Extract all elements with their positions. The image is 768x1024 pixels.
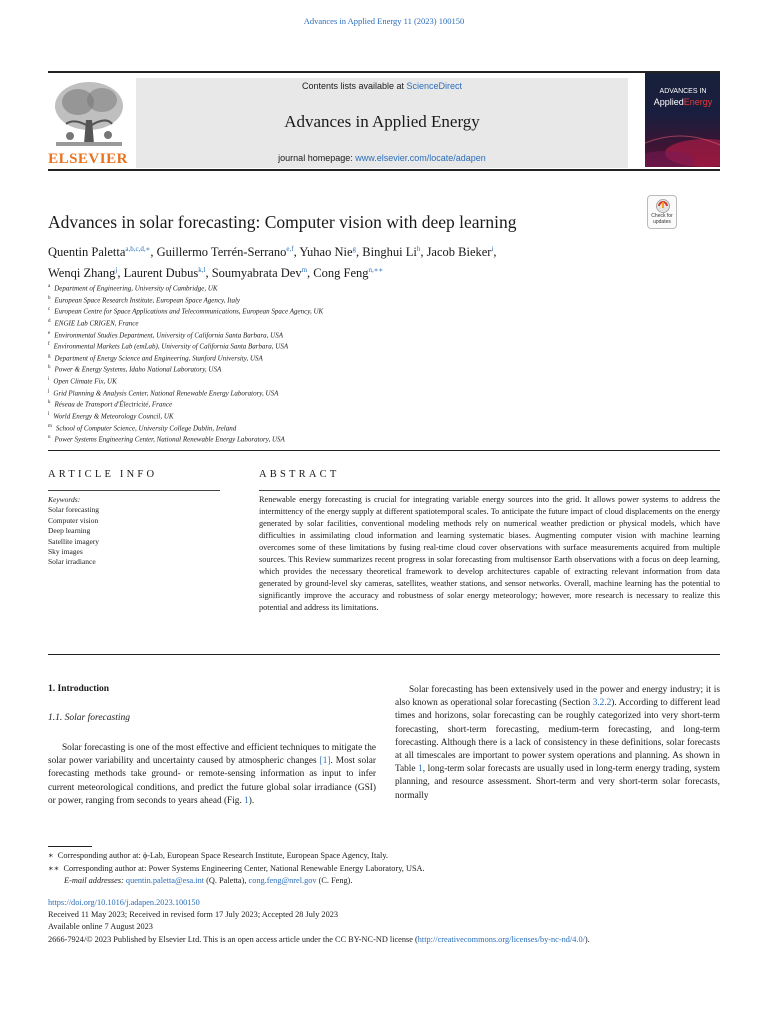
author-affiliation-marks[interactable]: k,l bbox=[198, 266, 206, 275]
affiliation-item bbox=[48, 387, 668, 399]
affiliation-item bbox=[48, 422, 668, 434]
elsevier-wordmark: ELSEVIER bbox=[48, 151, 128, 167]
author-separator: , bbox=[307, 266, 314, 281]
cover-title-line2 bbox=[648, 97, 718, 107]
figure-link-1[interactable]: 1 bbox=[244, 795, 249, 806]
affiliation-key: g bbox=[48, 353, 51, 359]
affiliation-text: Environmental Studies Department, University of California Santa Barbara, USA bbox=[54, 330, 284, 339]
affiliation-key: e bbox=[48, 330, 51, 336]
text-run: , long-term solar forecasts are usually used in long-term energy trading, system planning, and resource assessment. Short-term and very short-term solar forecasts, normally bbox=[395, 764, 720, 801]
author-separator: , bbox=[356, 245, 363, 260]
abstract-rule bbox=[259, 490, 720, 491]
intro-left-paragraph bbox=[48, 742, 376, 808]
affiliation-key: m bbox=[48, 423, 52, 429]
article-title: Advances in solar forecasting: Computer vision with deep learning bbox=[48, 212, 517, 232]
email-link-feng[interactable]: cong.feng@nrel.gov bbox=[248, 876, 317, 886]
keyword: Computer vision bbox=[48, 515, 99, 525]
author[interactable] bbox=[427, 245, 497, 259]
journal-name: Advances in Applied Energy bbox=[284, 112, 480, 131]
masthead-bottom-rule bbox=[48, 169, 720, 171]
license-link[interactable]: http://creativecommons.org/licenses/by-nc-nd/4.0/ bbox=[417, 934, 585, 944]
cover-word-energy: Energy bbox=[683, 97, 713, 107]
abstract-end-rule bbox=[48, 654, 720, 655]
affiliation-item bbox=[48, 305, 668, 317]
author-name: Yuhao Nie bbox=[299, 245, 353, 260]
affiliation-item bbox=[48, 282, 668, 294]
author-name: Quentin Paletta bbox=[48, 245, 126, 260]
keywords-block bbox=[48, 495, 99, 568]
text-run: Solar forecasting has been extensively used in the power and energy industry; it is also known as operational solar forecasting (Section bbox=[395, 685, 720, 709]
check-updates-icon bbox=[648, 196, 678, 214]
affiliation-key: k bbox=[48, 400, 51, 406]
email-addresses bbox=[48, 875, 720, 888]
email-label: E-mail addresses: bbox=[64, 876, 124, 886]
affiliation-text: Grid Planning & Analysis Center, National Renewable Energy Laboratory, USA bbox=[53, 388, 279, 397]
affiliation-key: a bbox=[48, 284, 51, 289]
author-separator: , bbox=[493, 245, 497, 260]
footnote-rule bbox=[48, 846, 92, 847]
author-name: Binghui Li bbox=[362, 245, 417, 260]
author-name: Wenqi Zhang bbox=[48, 266, 116, 281]
keyword: Deep learning bbox=[48, 526, 91, 536]
corresponding-author-1-text: Corresponding author at: ϕ-Lab, European Space Research Institute, European Space Agency, Italy. bbox=[57, 851, 389, 860]
masthead-top-rule bbox=[48, 71, 720, 73]
author-affiliation-marks[interactable]: a,b,c,d,∗ bbox=[125, 245, 151, 253]
author[interactable] bbox=[362, 245, 426, 259]
footnote-star-2: ∗∗ bbox=[48, 863, 60, 873]
affiliation-item bbox=[48, 363, 668, 375]
affiliation-item bbox=[48, 375, 668, 387]
author[interactable] bbox=[299, 245, 362, 259]
cover-word-applied: Applied bbox=[653, 97, 684, 107]
affiliation-text: School of Computer Science, University College Dublin, Ireland bbox=[55, 423, 237, 432]
contents-prefix: Contents lists available at bbox=[301, 81, 407, 91]
keywords-list bbox=[48, 505, 99, 567]
author-name: Soumyabrata Dev bbox=[211, 266, 302, 281]
author-separator: , bbox=[420, 245, 427, 260]
affiliation-list bbox=[48, 282, 668, 445]
received-dates: Received 11 May 2023; Received in revised form 17 July 2023; Accepted 28 July 2023 bbox=[48, 910, 339, 920]
affiliation-text: Réseau de Transport d'Électricité, France bbox=[54, 400, 173, 409]
affiliation-key: h bbox=[48, 365, 51, 371]
affiliation-text: Power & Energy Systems, Idaho National Laboratory, USA bbox=[54, 365, 222, 374]
affiliation-item bbox=[48, 317, 668, 329]
affiliation-key: j bbox=[48, 388, 50, 394]
author-affiliation-marks[interactable]: j bbox=[115, 266, 118, 275]
affiliation-item bbox=[48, 398, 668, 410]
article-info-heading: ARTICLE INFO bbox=[48, 469, 158, 480]
author-separator: , bbox=[117, 266, 124, 281]
footnote-star-1: ∗ bbox=[48, 851, 54, 860]
section-link-3-2-2[interactable]: 3.2.2 bbox=[592, 698, 612, 709]
corresponding-author-1 bbox=[48, 850, 720, 863]
keyword: Satellite imagery bbox=[48, 536, 100, 546]
homepage-label: journal homepage: bbox=[278, 153, 356, 163]
affiliation-text: European Space Research Institute, European Space Agency, Italy bbox=[54, 295, 241, 304]
text-run: ). bbox=[248, 795, 255, 806]
author[interactable] bbox=[124, 266, 212, 280]
article-metadata bbox=[48, 897, 738, 946]
author-separator: , bbox=[205, 266, 212, 281]
corresponding-author-2 bbox=[48, 863, 720, 876]
author-name: Laurent Dubus bbox=[123, 266, 199, 281]
intro-right-paragraph bbox=[395, 684, 720, 803]
affiliation-key: d bbox=[48, 318, 51, 324]
doi-link[interactable]: https://doi.org/10.1016/j.adapen.2023.100150 bbox=[48, 898, 200, 907]
text-run: . Most solar forecasting methods take ground- or remote-sensing information as input to infer current meteorological conditions, and predict the future global solar irradiance (GSI) or power, ranging from seconds to years ahead (Fig. bbox=[48, 756, 376, 806]
affiliation-text: ENGIE Lab CRIGEN, France bbox=[54, 319, 139, 328]
author-name: Guillermo Terrén-Serrano bbox=[156, 245, 287, 260]
affiliation-item bbox=[48, 410, 668, 422]
keyword: Solar irradiance bbox=[48, 557, 96, 567]
affiliation-item bbox=[48, 294, 668, 306]
author-affiliation-marks[interactable]: i bbox=[491, 245, 494, 253]
affiliation-text: Power Systems Engineering Center, National Renewable Energy Laboratory, USA bbox=[54, 435, 285, 444]
author-list bbox=[48, 240, 648, 282]
author-affiliation-marks[interactable]: g bbox=[352, 245, 357, 253]
affiliation-key: b bbox=[48, 295, 51, 301]
keyword: Solar forecasting bbox=[48, 505, 100, 515]
affiliation-key: n bbox=[48, 435, 51, 441]
license-line bbox=[48, 934, 738, 946]
check-updates-label: Check for updates bbox=[651, 213, 673, 225]
corresponding-author-2-text: Corresponding author at: Power Systems Engineering Center, National Renewable Energy Laboratory, USA. bbox=[63, 863, 425, 873]
keywords-label: Keywords: bbox=[48, 495, 81, 504]
author[interactable] bbox=[212, 266, 314, 280]
author[interactable] bbox=[313, 266, 383, 280]
online-date: Available online 7 August 2023 bbox=[48, 922, 153, 932]
author-separator: , bbox=[150, 245, 157, 260]
license-suffix: ). bbox=[584, 934, 590, 944]
sciencedirect-link[interactable]: ScienceDirect bbox=[406, 81, 463, 91]
email-name-paletta: (Q. Paletta), bbox=[204, 876, 249, 886]
article-info-rule bbox=[48, 490, 220, 491]
text-run: ). According to different lead times and horizons, solar forecasting can be roughly categorized into very short-term forecasting, short-term forecasting, medium-term forecasting, and long-term forecasting. Although there is a lack of consistency in these definitions, solar forecasts at all timescales are important to power system operations and planning. As shown in Table bbox=[395, 698, 720, 775]
footnotes bbox=[48, 850, 720, 888]
author-affiliation-marks[interactable]: e,f bbox=[286, 245, 294, 253]
author-name: Cong Feng bbox=[313, 266, 369, 281]
affiliation-item bbox=[48, 352, 668, 364]
affiliations-rule bbox=[48, 450, 720, 451]
affiliation-text: European Centre for Space Applications and Telecommunications, European Space Agency, UK bbox=[54, 307, 324, 316]
affiliation-key: i bbox=[48, 377, 50, 382]
email-name-feng: (C. Feng). bbox=[316, 876, 353, 886]
affiliation-text: Department of Energy Science and Engineering, Stanford University, USA bbox=[54, 354, 263, 363]
author-separator: , bbox=[293, 245, 300, 260]
running-head[interactable]: Advances in Applied Energy 11 (2023) 100150 bbox=[303, 16, 465, 26]
journal-homepage-line bbox=[136, 153, 628, 163]
table-link-1[interactable]: 1 bbox=[418, 764, 423, 775]
author-affiliation-marks[interactable]: h bbox=[416, 245, 421, 253]
license-prefix: 2666-7924/© 2023 Published by Elsevier Ltd. This is an open access article under the CC BY-NC-ND license ( bbox=[48, 934, 418, 944]
subsection-heading-solar-forecasting: 1.1. Solar forecasting bbox=[48, 713, 130, 723]
affiliation-key: c bbox=[48, 307, 51, 313]
author[interactable] bbox=[48, 266, 124, 280]
affiliation-text: Open Climate Fix, UK bbox=[53, 377, 117, 386]
author-affiliation-marks[interactable]: n,∗∗ bbox=[368, 266, 384, 275]
affiliation-key: l bbox=[48, 411, 50, 417]
affiliation-item bbox=[48, 329, 668, 341]
ref-link-1[interactable]: [1] bbox=[319, 756, 331, 767]
section-heading-introduction: 1. Introduction bbox=[48, 684, 110, 694]
keyword: Sky images bbox=[48, 547, 83, 557]
abstract-heading: ABSTRACT bbox=[259, 469, 340, 480]
journal-homepage-link[interactable]: www.elsevier.com/locate/adapen bbox=[355, 153, 486, 163]
author[interactable] bbox=[48, 245, 157, 259]
author-name: Jacob Bieker bbox=[426, 245, 492, 260]
affiliation-text: World Energy & Meteorology Council, UK bbox=[53, 412, 174, 421]
cover-title-line1: ADVANCES IN bbox=[659, 88, 707, 95]
abstract-text: Renewable energy forecasting is crucial for integrating variable energy sources into the grid. It allows power systems to address the intermittency of the energy supply at different spatiotemporal scales. To anticipate the future impact of cloud displacements on the energy generated by solar facilities, conventional modeling methods rely on numerical weather prediction or physical models, which have difficulties in assimilating cloud information and learning systematic biases. Augmenting computer vision with machine learning overcomes some of these limitations by fusing real-time cloud cover observations with surface measurements acquired from multiple sources. This Review summarizes recent progress in solar forecasting from multisensor Earth observations with a focus on deep learning, which provides the necessary theoretical framework to develop architectures capable of extracting relevant information from data generated by ground-level sky cameras, satellites, weather stations, and sensor networks. Overall, machine learning has the potential to significantly improve the accuracy and robustness of solar energy meteorology; however, more research is necessary to realize this potential and address its limitations. bbox=[259, 495, 720, 612]
affiliation-text: Environmental Markets Lab (emLab), University of California Santa Barbara, USA bbox=[53, 342, 289, 351]
affiliation-item bbox=[48, 340, 668, 352]
contents-line bbox=[136, 81, 628, 91]
text-run: Solar forecasting is one of the most effective and efficient techniques to mitigate the solar power variability and uncertainty caused by atmospheric changes bbox=[48, 743, 376, 767]
author[interactable] bbox=[157, 245, 300, 259]
affiliation-key: f bbox=[48, 342, 50, 348]
affiliation-item bbox=[48, 433, 668, 445]
email-link-paletta[interactable]: quentin.paletta@esa.int bbox=[125, 876, 205, 886]
author-affiliation-marks[interactable]: m bbox=[301, 266, 308, 275]
affiliation-text: Department of Engineering, University of Cambridge, UK bbox=[54, 284, 218, 293]
